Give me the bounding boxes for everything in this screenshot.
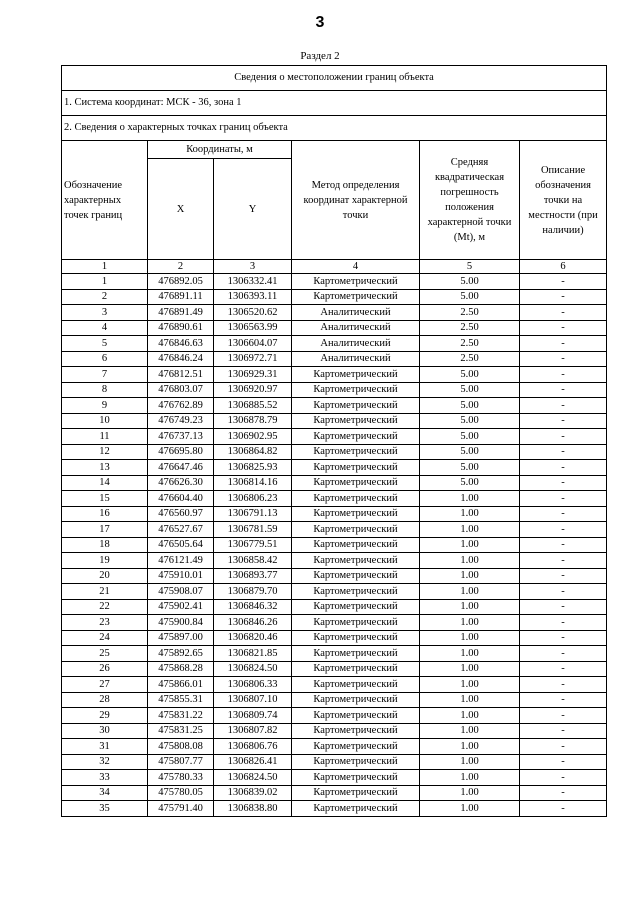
method-cell: Картометрический: [292, 770, 420, 786]
boundary-points-table: [61, 65, 607, 817]
error-cell: 1.00: [420, 785, 520, 801]
table-row: [62, 723, 607, 739]
points-heading: 2. Сведения о характерных точках границ объекта: [62, 116, 607, 141]
point-number-cell: 6: [62, 351, 148, 367]
header-y: Y: [214, 159, 292, 260]
y-coordinate-cell: 1306838.80: [214, 801, 292, 817]
method-cell: Картометрический: [292, 754, 420, 770]
error-cell: 1.00: [420, 553, 520, 569]
description-cell: -: [520, 801, 607, 817]
y-coordinate-cell: 1306846.26: [214, 615, 292, 631]
x-coordinate-cell: 476803.07: [148, 382, 214, 398]
method-cell: Картометрический: [292, 460, 420, 476]
x-coordinate-cell: 476762.89: [148, 398, 214, 414]
description-cell: -: [520, 305, 607, 321]
table-row: [62, 274, 607, 290]
method-cell: Картометрический: [292, 661, 420, 677]
error-cell: 5.00: [420, 460, 520, 476]
description-cell: -: [520, 553, 607, 569]
table-title-row: [62, 66, 607, 91]
description-cell: -: [520, 646, 607, 662]
error-cell: 1.00: [420, 522, 520, 538]
y-coordinate-cell: 1306393.11: [214, 289, 292, 305]
description-cell: -: [520, 615, 607, 631]
y-coordinate-cell: 1306604.07: [214, 336, 292, 352]
point-number-cell: 24: [62, 630, 148, 646]
table-row: [62, 754, 607, 770]
method-cell: Картометрический: [292, 444, 420, 460]
table-row: [62, 692, 607, 708]
x-coordinate-cell: 476812.51: [148, 367, 214, 383]
column-number: 1: [62, 260, 148, 274]
x-coordinate-cell: 475791.40: [148, 801, 214, 817]
header-description: Описание обозначения точки на местности (при наличии): [520, 141, 607, 260]
method-cell: Картометрический: [292, 646, 420, 662]
x-coordinate-cell: 476846.24: [148, 351, 214, 367]
x-coordinate-cell: 475780.05: [148, 785, 214, 801]
y-coordinate-cell: 1306864.82: [214, 444, 292, 460]
table-row: [62, 305, 607, 321]
description-cell: -: [520, 739, 607, 755]
description-cell: -: [520, 320, 607, 336]
coordinate-system: 1. Система координат: МСК - 36, зона 1: [62, 91, 607, 116]
error-cell: 1.00: [420, 692, 520, 708]
point-number-cell: 5: [62, 336, 148, 352]
description-cell: -: [520, 289, 607, 305]
method-cell: Картометрический: [292, 522, 420, 538]
error-cell: 1.00: [420, 615, 520, 631]
y-coordinate-cell: 1306879.70: [214, 584, 292, 600]
description-cell: -: [520, 785, 607, 801]
x-coordinate-cell: 475910.01: [148, 568, 214, 584]
point-number-cell: 25: [62, 646, 148, 662]
y-coordinate-cell: 1306826.41: [214, 754, 292, 770]
page-number: 3: [315, 14, 325, 31]
method-cell: Картометрический: [292, 553, 420, 569]
point-number-cell: 16: [62, 506, 148, 522]
table-row: [62, 801, 607, 817]
method-cell: Картометрический: [292, 723, 420, 739]
y-coordinate-cell: 1306902.95: [214, 429, 292, 445]
header-point: Обозначение характерных точек границ: [62, 141, 148, 260]
error-cell: 1.00: [420, 568, 520, 584]
column-number: 3: [214, 260, 292, 274]
point-number-cell: 21: [62, 584, 148, 600]
y-coordinate-cell: 1306824.50: [214, 770, 292, 786]
description-cell: -: [520, 770, 607, 786]
method-cell: Аналитический: [292, 305, 420, 321]
point-number-cell: 14: [62, 475, 148, 491]
description-cell: -: [520, 630, 607, 646]
y-coordinate-cell: 1306893.77: [214, 568, 292, 584]
error-cell: 5.00: [420, 475, 520, 491]
table-row: [62, 336, 607, 352]
table-row: [62, 677, 607, 693]
description-cell: -: [520, 584, 607, 600]
y-coordinate-cell: 1306929.31: [214, 367, 292, 383]
table-row: [62, 506, 607, 522]
point-number-cell: 31: [62, 739, 148, 755]
table-row: [62, 599, 607, 615]
table-row: [62, 351, 607, 367]
x-coordinate-cell: 476604.40: [148, 491, 214, 507]
header-coords: Координаты, м: [148, 141, 292, 159]
method-cell: Картометрический: [292, 382, 420, 398]
x-coordinate-cell: 476527.67: [148, 522, 214, 538]
table-row: [62, 584, 607, 600]
error-cell: 1.00: [420, 677, 520, 693]
error-cell: 1.00: [420, 599, 520, 615]
method-cell: Картометрический: [292, 413, 420, 429]
point-number-cell: 20: [62, 568, 148, 584]
y-coordinate-cell: 1306824.50: [214, 661, 292, 677]
method-cell: Картометрический: [292, 708, 420, 724]
point-number-cell: 19: [62, 553, 148, 569]
description-cell: -: [520, 367, 607, 383]
header-method: Метод определения координат характерной точки: [292, 141, 420, 260]
error-cell: 1.00: [420, 630, 520, 646]
method-cell: Картометрический: [292, 615, 420, 631]
table-row: [62, 429, 607, 445]
error-cell: 1.00: [420, 723, 520, 739]
description-cell: -: [520, 382, 607, 398]
x-coordinate-cell: 476892.05: [148, 274, 214, 290]
point-number-cell: 15: [62, 491, 148, 507]
method-cell: Аналитический: [292, 351, 420, 367]
method-cell: Картометрический: [292, 677, 420, 693]
x-coordinate-cell: 475855.31: [148, 692, 214, 708]
table-row: [62, 708, 607, 724]
error-cell: 2.50: [420, 305, 520, 321]
column-number: 5: [420, 260, 520, 274]
table-row: [62, 522, 607, 538]
y-coordinate-cell: 1306520.62: [214, 305, 292, 321]
y-coordinate-cell: 1306807.82: [214, 723, 292, 739]
point-number-cell: 22: [62, 599, 148, 615]
header-row-top: [62, 141, 607, 159]
point-number-cell: 32: [62, 754, 148, 770]
table-row: [62, 615, 607, 631]
table-body: [62, 274, 607, 817]
description-cell: -: [520, 351, 607, 367]
x-coordinate-cell: 475868.28: [148, 661, 214, 677]
point-number-cell: 13: [62, 460, 148, 476]
x-coordinate-cell: 475808.08: [148, 739, 214, 755]
section-label: Раздел 2: [300, 50, 340, 62]
y-coordinate-cell: 1306858.42: [214, 553, 292, 569]
table-row: [62, 568, 607, 584]
method-cell: Картометрический: [292, 506, 420, 522]
point-number-cell: 27: [62, 677, 148, 693]
header-x: X: [148, 159, 214, 260]
description-cell: -: [520, 754, 607, 770]
description-cell: -: [520, 274, 607, 290]
table-row: [62, 444, 607, 460]
method-cell: Картометрический: [292, 429, 420, 445]
table-row: [62, 491, 607, 507]
table-row: [62, 646, 607, 662]
error-cell: 5.00: [420, 382, 520, 398]
point-number-cell: 10: [62, 413, 148, 429]
x-coordinate-cell: 476505.64: [148, 537, 214, 553]
description-cell: -: [520, 522, 607, 538]
error-cell: 1.00: [420, 506, 520, 522]
y-coordinate-cell: 1306825.93: [214, 460, 292, 476]
y-coordinate-cell: 1306814.16: [214, 475, 292, 491]
column-number: 2: [148, 260, 214, 274]
x-coordinate-cell: 475897.00: [148, 630, 214, 646]
error-cell: 1.00: [420, 754, 520, 770]
error-cell: 1.00: [420, 537, 520, 553]
y-coordinate-cell: 1306809.74: [214, 708, 292, 724]
point-number-cell: 1: [62, 274, 148, 290]
description-cell: -: [520, 723, 607, 739]
point-number-cell: 7: [62, 367, 148, 383]
description-cell: -: [520, 568, 607, 584]
method-cell: Картометрический: [292, 739, 420, 755]
error-cell: 5.00: [420, 429, 520, 445]
x-coordinate-cell: 475831.25: [148, 723, 214, 739]
x-coordinate-cell: 475807.77: [148, 754, 214, 770]
description-cell: -: [520, 537, 607, 553]
points-heading-row: [62, 116, 607, 141]
y-coordinate-cell: 1306820.46: [214, 630, 292, 646]
description-cell: -: [520, 491, 607, 507]
method-cell: Картометрический: [292, 630, 420, 646]
x-coordinate-cell: 476121.49: [148, 553, 214, 569]
error-cell: 2.50: [420, 351, 520, 367]
x-coordinate-cell: 476626.30: [148, 475, 214, 491]
x-coordinate-cell: 476647.46: [148, 460, 214, 476]
table-row: [62, 739, 607, 755]
description-cell: -: [520, 429, 607, 445]
x-coordinate-cell: 476891.49: [148, 305, 214, 321]
table-row: [62, 382, 607, 398]
y-coordinate-cell: 1306846.32: [214, 599, 292, 615]
method-cell: Картометрический: [292, 599, 420, 615]
y-coordinate-cell: 1306806.76: [214, 739, 292, 755]
x-coordinate-cell: 475780.33: [148, 770, 214, 786]
point-number-cell: 3: [62, 305, 148, 321]
x-coordinate-cell: 475908.07: [148, 584, 214, 600]
y-coordinate-cell: 1306791.13: [214, 506, 292, 522]
y-coordinate-cell: 1306332.41: [214, 274, 292, 290]
x-coordinate-cell: 475831.22: [148, 708, 214, 724]
description-cell: -: [520, 398, 607, 414]
y-coordinate-cell: 1306885.52: [214, 398, 292, 414]
description-cell: -: [520, 444, 607, 460]
point-number-cell: 11: [62, 429, 148, 445]
description-cell: -: [520, 460, 607, 476]
point-number-cell: 9: [62, 398, 148, 414]
point-number-cell: 18: [62, 537, 148, 553]
y-coordinate-cell: 1306878.79: [214, 413, 292, 429]
table-row: [62, 320, 607, 336]
x-coordinate-cell: 476891.11: [148, 289, 214, 305]
y-coordinate-cell: 1306806.23: [214, 491, 292, 507]
description-cell: -: [520, 336, 607, 352]
method-cell: Картометрический: [292, 475, 420, 491]
description-cell: -: [520, 708, 607, 724]
method-cell: Картометрический: [292, 274, 420, 290]
x-coordinate-cell: 476846.63: [148, 336, 214, 352]
point-number-cell: 4: [62, 320, 148, 336]
y-coordinate-cell: 1306920.97: [214, 382, 292, 398]
description-cell: -: [520, 661, 607, 677]
y-coordinate-cell: 1306779.51: [214, 537, 292, 553]
table-row: [62, 630, 607, 646]
table-title: Сведения о местоположении границ объекта: [62, 66, 607, 91]
x-coordinate-cell: 476890.61: [148, 320, 214, 336]
error-cell: 2.50: [420, 336, 520, 352]
error-cell: 1.00: [420, 661, 520, 677]
description-cell: -: [520, 475, 607, 491]
table-row: [62, 661, 607, 677]
point-number-cell: 28: [62, 692, 148, 708]
error-cell: 5.00: [420, 289, 520, 305]
x-coordinate-cell: 476749.23: [148, 413, 214, 429]
method-cell: Аналитический: [292, 336, 420, 352]
point-number-cell: 26: [62, 661, 148, 677]
point-number-cell: 34: [62, 785, 148, 801]
description-cell: -: [520, 599, 607, 615]
error-cell: 1.00: [420, 708, 520, 724]
error-cell: 1.00: [420, 491, 520, 507]
error-cell: 5.00: [420, 444, 520, 460]
y-coordinate-cell: 1306839.02: [214, 785, 292, 801]
x-coordinate-cell: 475900.84: [148, 615, 214, 631]
method-cell: Картометрический: [292, 584, 420, 600]
error-cell: 5.00: [420, 274, 520, 290]
x-coordinate-cell: 475892.65: [148, 646, 214, 662]
method-cell: Картометрический: [292, 568, 420, 584]
y-coordinate-cell: 1306781.59: [214, 522, 292, 538]
method-cell: Аналитический: [292, 320, 420, 336]
point-number-cell: 33: [62, 770, 148, 786]
error-cell: 1.00: [420, 739, 520, 755]
table-row: [62, 537, 607, 553]
table-row: [62, 770, 607, 786]
header-error: Средняя квадратическая погрешность положения характерной точки (Mt), м: [420, 141, 520, 260]
x-coordinate-cell: 475866.01: [148, 677, 214, 693]
point-number-cell: 17: [62, 522, 148, 538]
x-coordinate-cell: 475902.41: [148, 599, 214, 615]
table-row: [62, 553, 607, 569]
table-row: [62, 785, 607, 801]
description-cell: -: [520, 677, 607, 693]
table-row: [62, 475, 607, 491]
table-row: [62, 367, 607, 383]
method-cell: Картометрический: [292, 785, 420, 801]
point-number-cell: 12: [62, 444, 148, 460]
table-row: [62, 398, 607, 414]
description-cell: -: [520, 506, 607, 522]
point-number-cell: 29: [62, 708, 148, 724]
x-coordinate-cell: 476737.13: [148, 429, 214, 445]
x-coordinate-cell: 476695.80: [148, 444, 214, 460]
method-cell: Картометрический: [292, 801, 420, 817]
method-cell: Картометрический: [292, 491, 420, 507]
error-cell: 2.50: [420, 320, 520, 336]
error-cell: 1.00: [420, 646, 520, 662]
error-cell: 5.00: [420, 398, 520, 414]
column-number: 4: [292, 260, 420, 274]
coordinate-system-row: [62, 91, 607, 116]
table-row: [62, 460, 607, 476]
method-cell: Картометрический: [292, 398, 420, 414]
y-coordinate-cell: 1306972.71: [214, 351, 292, 367]
point-number-cell: 8: [62, 382, 148, 398]
method-cell: Картометрический: [292, 537, 420, 553]
method-cell: Картометрический: [292, 289, 420, 305]
error-cell: 5.00: [420, 367, 520, 383]
error-cell: 1.00: [420, 770, 520, 786]
x-coordinate-cell: 476560.97: [148, 506, 214, 522]
error-cell: 1.00: [420, 801, 520, 817]
point-number-cell: 23: [62, 615, 148, 631]
method-cell: Картометрический: [292, 367, 420, 383]
point-number-cell: 30: [62, 723, 148, 739]
y-coordinate-cell: 1306821.85: [214, 646, 292, 662]
description-cell: -: [520, 692, 607, 708]
error-cell: 5.00: [420, 413, 520, 429]
table-row: [62, 413, 607, 429]
column-numbers-row: [62, 260, 607, 274]
table-row: [62, 289, 607, 305]
description-cell: -: [520, 413, 607, 429]
y-coordinate-cell: 1306563.99: [214, 320, 292, 336]
column-number: 6: [520, 260, 607, 274]
method-cell: Картометрический: [292, 692, 420, 708]
y-coordinate-cell: 1306807.10: [214, 692, 292, 708]
error-cell: 1.00: [420, 584, 520, 600]
point-number-cell: 35: [62, 801, 148, 817]
y-coordinate-cell: 1306806.33: [214, 677, 292, 693]
point-number-cell: 2: [62, 289, 148, 305]
